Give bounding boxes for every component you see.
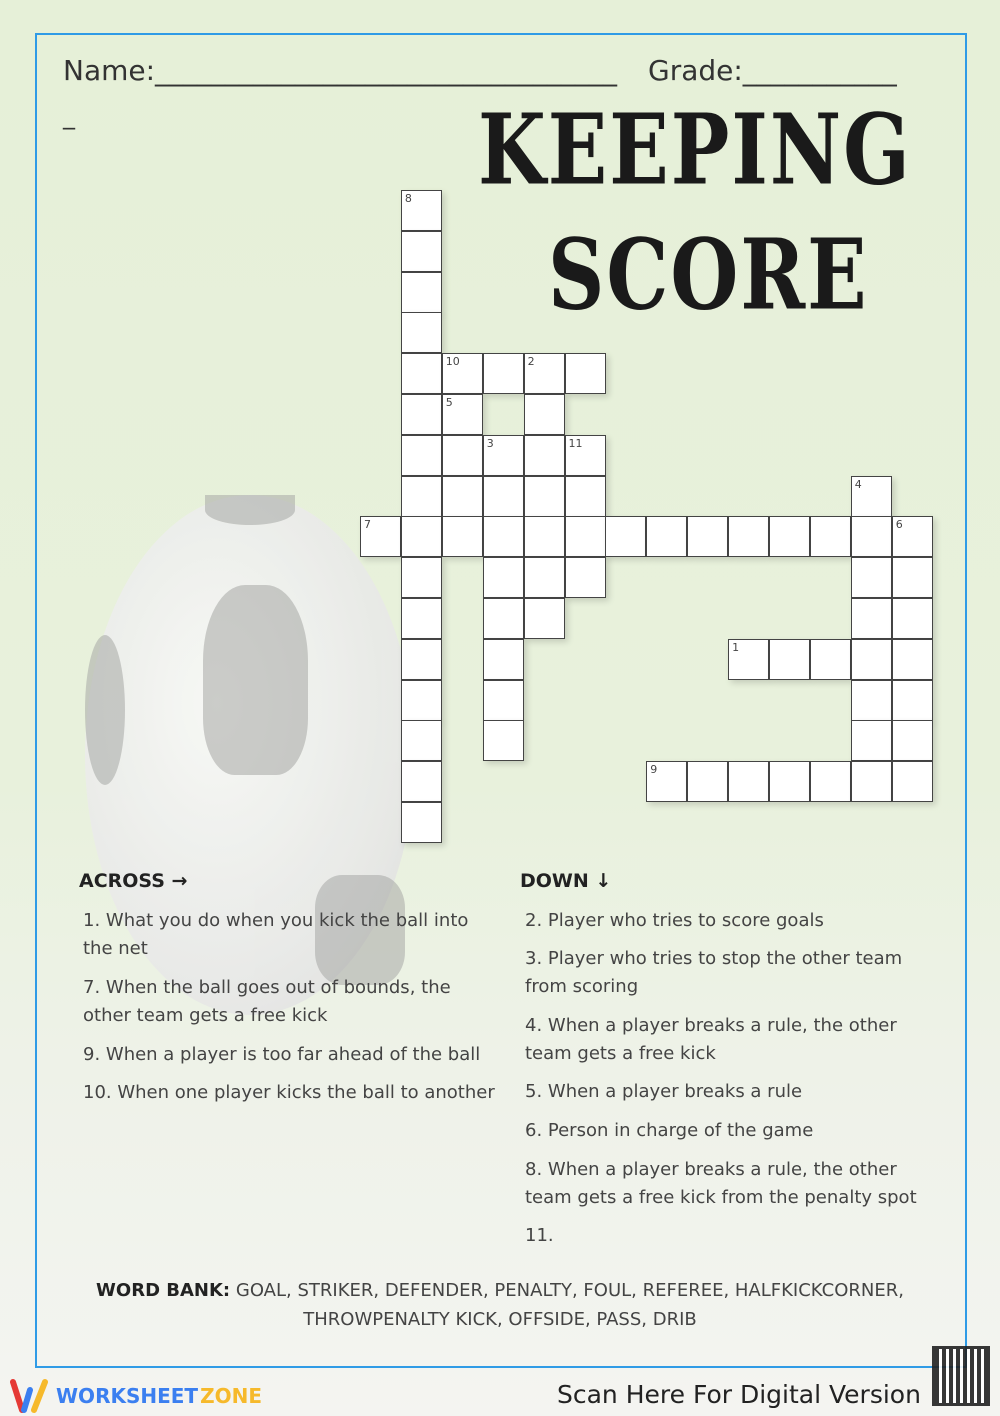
word-bank-label: WORD BANK: bbox=[96, 1280, 231, 1301]
down-clue: 8. When a player breaks a rule, the other team gets a free kick from the penalty spot bbox=[525, 1159, 917, 1208]
crossword-cell[interactable] bbox=[442, 353, 483, 394]
crossword-cell[interactable] bbox=[892, 720, 933, 761]
crossword-cell[interactable] bbox=[851, 720, 892, 761]
crossword-cell[interactable] bbox=[524, 476, 565, 517]
crossword-cell[interactable] bbox=[892, 557, 933, 598]
crossword-cell[interactable] bbox=[810, 516, 851, 557]
across-clue: 9. When a player is too far ahead of the ball bbox=[83, 1044, 481, 1065]
crossword-cell[interactable] bbox=[401, 557, 442, 598]
crossword-cell[interactable] bbox=[892, 761, 933, 802]
qr-code-icon[interactable] bbox=[932, 1346, 990, 1406]
crossword-cell[interactable] bbox=[565, 353, 606, 394]
crossword-cell[interactable] bbox=[565, 435, 606, 476]
down-heading: DOWN ↓ bbox=[520, 870, 612, 892]
name-overflow: _ bbox=[63, 102, 75, 130]
crossword-cell[interactable] bbox=[851, 516, 892, 557]
crossword-cell[interactable] bbox=[401, 435, 442, 476]
word-bank-words: GOAL, STRIKER, DEFENDER, PENALTY, FOUL, REFEREE, HALFKICKCORNER, THROWPENALTY KICK, OFFSIDE, PASS, DRIB bbox=[235, 1280, 904, 1330]
crossword-cell[interactable] bbox=[483, 557, 524, 598]
crossword-cell[interactable] bbox=[524, 435, 565, 476]
crossword-cell[interactable] bbox=[401, 516, 442, 557]
clue-number: 10 bbox=[445, 355, 460, 369]
across-heading: ACROSS → bbox=[79, 870, 188, 892]
clue-number: 3 bbox=[486, 436, 494, 450]
down-clue: 5. When a player breaks a rule bbox=[525, 1081, 803, 1102]
crossword-cell[interactable] bbox=[524, 394, 565, 435]
crossword-cell[interactable] bbox=[728, 761, 769, 802]
across-clue: 7. When the ball goes out of bounds, the other team gets a free kick bbox=[83, 977, 451, 1026]
crossword-cell[interactable] bbox=[524, 557, 565, 598]
clue-number: 5 bbox=[445, 396, 453, 409]
crossword-cell[interactable] bbox=[565, 557, 606, 598]
crossword-cell[interactable] bbox=[605, 516, 646, 557]
crossword-cell[interactable] bbox=[687, 516, 728, 557]
grade-field[interactable]: Grade:___________ bbox=[648, 54, 897, 87]
crossword-cell[interactable] bbox=[401, 272, 442, 313]
word-bank bbox=[60, 1276, 940, 1334]
down-clue: 3. Player who tries to stop the other team from scoring bbox=[525, 948, 903, 997]
crossword-cell[interactable] bbox=[483, 476, 524, 517]
name-field[interactable]: Name:_________________________________ bbox=[63, 54, 618, 87]
down-clue: 11. bbox=[525, 1225, 554, 1246]
crossword-cell[interactable] bbox=[442, 476, 483, 517]
crossword-cell[interactable] bbox=[769, 761, 810, 802]
crossword-cell[interactable] bbox=[401, 353, 442, 394]
crossword-cell[interactable] bbox=[401, 720, 442, 761]
crossword-cell[interactable] bbox=[728, 639, 769, 680]
crossword-cell[interactable] bbox=[565, 476, 606, 517]
crossword-cell[interactable] bbox=[687, 761, 728, 802]
across-clue: 1. What you do when you kick the ball into the net bbox=[83, 910, 469, 959]
crossword-cell[interactable] bbox=[810, 761, 851, 802]
crossword-cell[interactable] bbox=[483, 639, 524, 680]
down-clue: 6. Person in charge of the game bbox=[525, 1120, 814, 1141]
clue-number: 11 bbox=[568, 436, 583, 450]
crossword-cell[interactable] bbox=[851, 598, 892, 639]
crossword-cell[interactable] bbox=[483, 516, 524, 557]
crossword-cell[interactable] bbox=[401, 802, 442, 843]
logo-text-worksheet: WORKSHEET bbox=[56, 1384, 199, 1408]
crossword-cell[interactable] bbox=[483, 720, 524, 761]
crossword-cell[interactable] bbox=[401, 231, 442, 272]
crossword-cell[interactable] bbox=[524, 353, 565, 394]
crossword-cell[interactable] bbox=[401, 598, 442, 639]
crossword-cell[interactable] bbox=[401, 680, 442, 721]
down-clue: 2. Player who tries to score goals bbox=[525, 910, 824, 931]
scan-text: Scan Here For Digital Version bbox=[557, 1380, 921, 1409]
clue-number: 7 bbox=[364, 518, 371, 532]
title-line-1: KEEPING bbox=[478, 93, 912, 208]
crossword-cell[interactable] bbox=[524, 516, 565, 557]
crossword-cell[interactable] bbox=[401, 394, 442, 435]
crossword-cell[interactable] bbox=[851, 680, 892, 721]
crossword-cell[interactable] bbox=[442, 435, 483, 476]
crossword-cell[interactable] bbox=[892, 680, 933, 721]
crossword-cell[interactable] bbox=[851, 761, 892, 802]
clue-number: 1 bbox=[732, 640, 740, 654]
title-line-2: SCORE bbox=[548, 218, 869, 333]
crossword-cell[interactable] bbox=[442, 516, 483, 557]
crossword-cell[interactable] bbox=[769, 516, 810, 557]
crossword-cell[interactable] bbox=[483, 598, 524, 639]
crossword-cell[interactable] bbox=[892, 598, 933, 639]
crossword-cell[interactable] bbox=[851, 476, 892, 517]
crossword-cell[interactable] bbox=[401, 639, 442, 680]
crossword-cell[interactable] bbox=[483, 353, 524, 394]
across-clue: 10. When one player kicks the ball to another bbox=[83, 1082, 495, 1103]
crossword-cell[interactable] bbox=[892, 516, 933, 557]
crossword-cell[interactable] bbox=[851, 557, 892, 598]
crossword-cell[interactable] bbox=[401, 761, 442, 802]
clue-number: 4 bbox=[854, 477, 862, 491]
crossword-cell[interactable] bbox=[401, 312, 442, 353]
down-clue: 4. When a player breaks a rule, the other team gets a free kick bbox=[525, 1015, 897, 1064]
crossword-cell[interactable] bbox=[483, 680, 524, 721]
worksheetzone-logo[interactable] bbox=[10, 1378, 262, 1414]
w-logo-icon bbox=[10, 1378, 50, 1414]
crossword-cell[interactable] bbox=[892, 639, 933, 680]
crossword-cell[interactable] bbox=[524, 598, 565, 639]
crossword-cell[interactable] bbox=[851, 639, 892, 680]
crossword-cell[interactable] bbox=[728, 516, 769, 557]
clue-number: 8 bbox=[404, 192, 412, 205]
crossword-cell[interactable] bbox=[646, 761, 687, 802]
logo-text-zone: ZONE bbox=[200, 1384, 262, 1408]
clue-number: 2 bbox=[527, 355, 535, 369]
crossword-cell[interactable] bbox=[442, 394, 483, 435]
crossword-cell[interactable] bbox=[769, 639, 810, 680]
clue-number: 6 bbox=[895, 518, 903, 532]
crossword-cell[interactable] bbox=[401, 476, 442, 517]
crossword-cell[interactable] bbox=[810, 639, 851, 680]
clue-number: 9 bbox=[650, 763, 658, 777]
crossword-cell[interactable] bbox=[360, 516, 401, 557]
crossword-cell[interactable] bbox=[401, 190, 442, 231]
crossword-cell[interactable] bbox=[646, 516, 687, 557]
crossword-cell[interactable] bbox=[565, 516, 606, 557]
crossword-cell[interactable] bbox=[483, 435, 524, 476]
